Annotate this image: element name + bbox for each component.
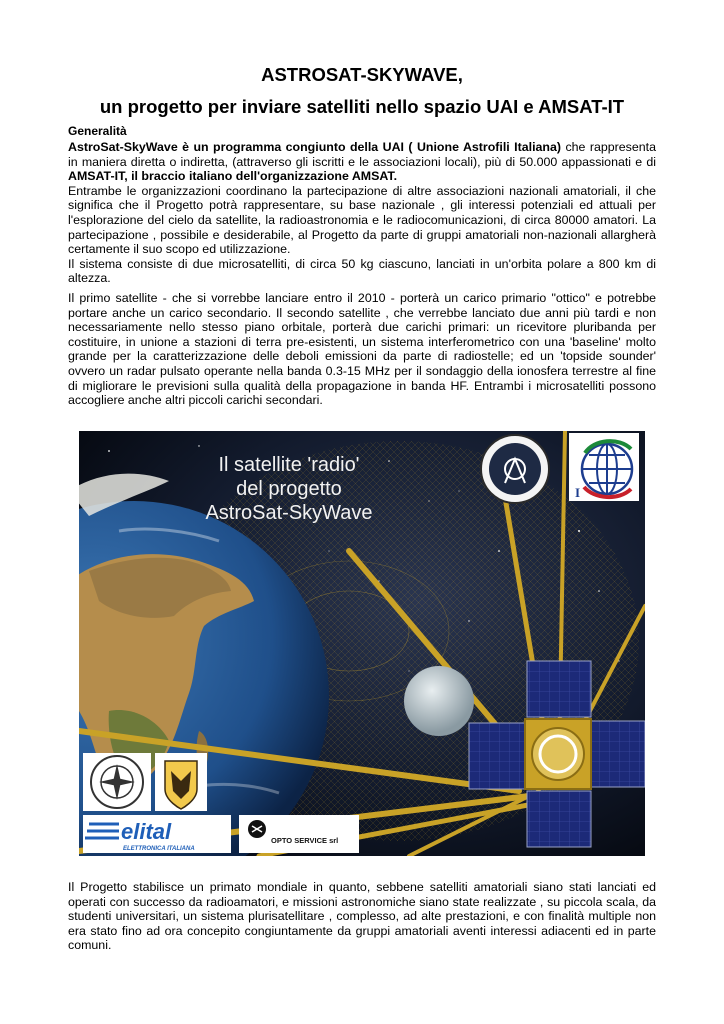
figure-title-line1: Il satellite 'radio': [218, 454, 360, 476]
intro-text-a: che rappresenta in maniera diretta o indiretta, (attraverso gli iscritti e le associazioni locali), più di 50.000 appassionati e di: [68, 140, 656, 169]
eagle-emblem-logo: [155, 753, 207, 811]
figure-title-line2: del progetto: [236, 478, 342, 500]
section-heading-generalita: Generalità: [68, 124, 127, 138]
satellite-illustration: [79, 431, 645, 856]
figure-title-line3: AstroSat-SkyWave: [205, 502, 373, 524]
opto-service-sponsor-logo: [239, 815, 359, 853]
elital-sponsor-logo: [83, 815, 231, 853]
uai-logo: [481, 435, 549, 503]
amsat-it-logo: [569, 433, 639, 501]
solar-panel-right: [589, 721, 645, 787]
solar-panel-bottom: [527, 791, 591, 847]
paragraph-conclusion: Il Progetto stabilisce un primato mondiale in quanto, sebbene satelliti amatoriali siano stati lanciati ed operati con successo da radioamatori, e missioni astronomiche siano state realizzate , su piccola scala, da studenti universitari, un sistema plurisatellitare , complesso, ad alte prestazioni, e con finalità multiple non era stato fino ad ora concepito congiuntamente da gruppi amatoriali aventi interessi adiacenti ed in parte comuni.: [68, 880, 656, 953]
solar-panel-top: [527, 661, 591, 717]
solar-panel-left: [469, 723, 525, 789]
sensor-dome: [404, 666, 474, 736]
paragraph-satellites: Il primo satellite - che si vorrebbe lanciare entro il 2010 - porterà un carico primario "ottico" e potrebbe portare anche un carico secondario. Il secondo satellite , che verrebbe lanciato due anni più tardi e non necessariamente nello stesso piano orbitale, porterà due carichi primari: un ricevitore pluribanda per costituire, in unione a stazioni di terra pre-esistenti, un sistema interferometrico con una 'baseline' molto grande per la caratterizzazione delle deboli emissioni da parte di radiostelle; ed un 'topside sounder' ovvero un radar pulsato operante nella banda 0.3-15 MHz per il sondaggio della ionosfera terrestre al fine di migliorare le previsioni sulla qualità della propagazione in banda HF. Entrambi i microsatelliti possono accogliere anche altri piccoli carichi secondari.: [68, 291, 656, 408]
istituto-geografico-logo: [83, 753, 151, 811]
paragraph-intro: [68, 140, 656, 286]
intro-bold-lead: AstroSat-SkyWave è un programma congiunto della UAI ( Unione Astrofili Italiana): [68, 140, 562, 154]
intro-bold-amsat: AMSAT-IT, il braccio italiano dell'organizzazione AMSAT.: [68, 169, 398, 184]
elital-logo-text: elital: [121, 819, 172, 844]
intro-text-b: Entrambe le organizzazioni coordinano la partecipazione di altre associazioni nazionali amatoriali, il che significa che il Progetto potrà rappresentare, su base nazionale , gli interessi potenziali ed attuali per l'esplorazione del cielo da satellite, la radioastronomia e le radiocomunicazioni, di circa 80000 amatori. La partecipazione , possibile e desiderabile, al Progetto da parte di gruppi amatoriali non-nazionali allargherà certamente il suo scopo ed utilizzazione.: [68, 183, 656, 257]
intro-text-c: Il sistema consiste di due microsatelliti, di circa 50 kg ciascuno, lanciati in un'orbita polare a 800 km di altezza.: [68, 256, 656, 286]
amsat-it-logo-letter: I: [575, 485, 581, 500]
opto-service-logo-text: OPTO SERVICE srl: [271, 836, 339, 845]
document-title-line2: un progetto per inviare satelliti nello spazio UAI e AMSAT-IT: [99, 96, 625, 117]
document-title-line1: ASTROSAT-SKYWAVE,: [261, 64, 463, 85]
elital-logo-subtext: ELETTRONICA ITALIANA: [123, 846, 195, 852]
